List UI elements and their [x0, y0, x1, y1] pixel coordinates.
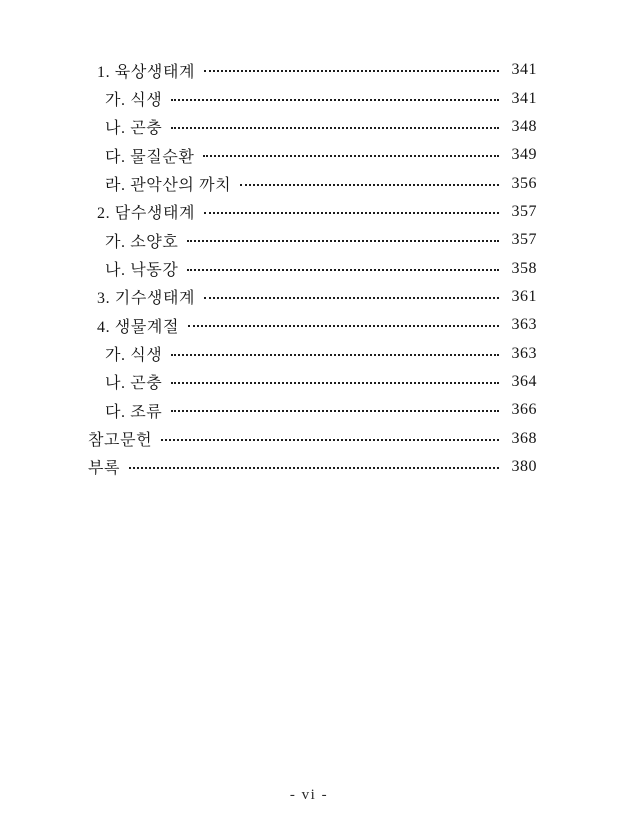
toc-row: [88, 283, 537, 311]
toc-row: [88, 169, 537, 197]
toc-entry-label: 부록: [88, 460, 121, 478]
toc-page-number: 363: [511, 316, 537, 334]
dotted-leader: [203, 155, 499, 157]
toc-page-number: 368: [511, 429, 537, 447]
toc-page-number: 341: [511, 61, 537, 79]
table-of-contents: [88, 56, 537, 481]
toc-page-number: 341: [511, 89, 537, 107]
toc-row: [88, 84, 537, 112]
toc-entry-label: 라. 관악산의 까치: [105, 177, 232, 195]
toc-entry-label: 나. 곤충: [105, 375, 163, 393]
toc-page-number: 349: [511, 146, 537, 164]
dotted-leader: [171, 382, 499, 384]
toc-entry-label: 가. 식생: [105, 92, 163, 110]
toc-row: [88, 226, 537, 254]
dotted-leader: [171, 127, 499, 129]
toc-entry-label: 다. 물질순환: [105, 148, 195, 166]
toc-page-number: 357: [511, 231, 537, 249]
toc-row: [88, 113, 537, 141]
toc-page-number: 380: [511, 457, 537, 475]
page-number-footer: - vi -: [289, 787, 329, 803]
toc-entry-label: 가. 소양호: [105, 233, 179, 251]
dotted-leader: [188, 325, 499, 327]
dotted-leader: [129, 467, 499, 469]
dotted-leader: [204, 212, 499, 214]
toc-row: [88, 198, 537, 226]
toc-page-number: 361: [511, 287, 537, 305]
toc-entry-label: 나. 낙동강: [105, 262, 179, 280]
toc-entry-label: 3. 기수생태계: [97, 290, 196, 308]
toc-page-number: 356: [511, 174, 537, 192]
toc-row: [88, 396, 537, 424]
dotted-leader: [204, 297, 499, 299]
toc-entry-label: 1. 육상생태계: [97, 63, 196, 81]
dotted-leader: [171, 354, 499, 356]
toc-page-number: 363: [511, 344, 537, 362]
dotted-leader: [240, 184, 499, 186]
dotted-leader: [187, 269, 499, 271]
toc-page-number: 366: [511, 401, 537, 419]
dotted-leader: [161, 439, 499, 441]
toc-entry-label: 가. 식생: [105, 347, 163, 365]
toc-row: [88, 311, 537, 339]
toc-row: [88, 368, 537, 396]
toc-entry-label: 참고문헌: [88, 432, 153, 450]
toc-page-number: 364: [511, 372, 537, 390]
toc-page-number: 357: [511, 202, 537, 220]
toc-entry-label: 나. 곤충: [105, 120, 163, 138]
toc-entry-label: 다. 조류: [105, 403, 163, 421]
dotted-leader: [187, 240, 499, 242]
toc-entry-label: 4. 생물계절: [97, 318, 180, 336]
toc-row: [88, 424, 537, 452]
dotted-leader: [171, 99, 499, 101]
toc-page-number: 348: [511, 117, 537, 135]
dotted-leader: [204, 70, 499, 72]
toc-row: [88, 453, 537, 481]
toc-row: [88, 254, 537, 282]
toc-row: [88, 339, 537, 367]
dotted-leader: [171, 410, 499, 412]
toc-row: [88, 56, 537, 84]
toc-page-number: 358: [511, 259, 537, 277]
toc-entry-label: 2. 담수생태계: [97, 205, 196, 223]
toc-row: [88, 141, 537, 169]
